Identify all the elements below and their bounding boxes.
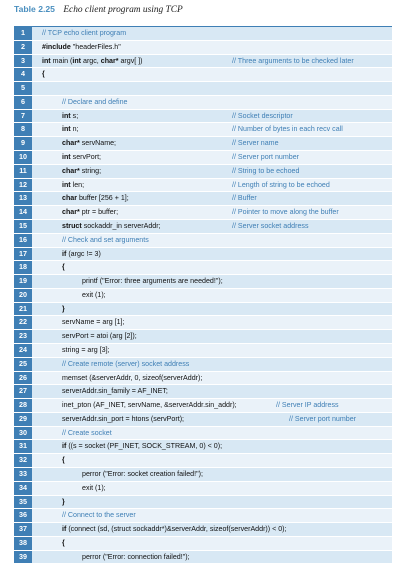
code-text bbox=[42, 248, 390, 261]
code-line bbox=[14, 68, 392, 82]
line-number: 5 bbox=[14, 82, 32, 95]
code-token: serverAddr.sin_port = htons (servPort); bbox=[62, 414, 185, 423]
line-number: 10 bbox=[14, 151, 32, 164]
code-text bbox=[42, 192, 390, 205]
line-number: 34 bbox=[14, 482, 32, 495]
line-number: 11 bbox=[14, 165, 32, 178]
code-text bbox=[42, 330, 390, 343]
line-number: 30 bbox=[14, 427, 32, 440]
code-text bbox=[42, 303, 390, 316]
code-token: perror ("Error: socket creation failed!"); bbox=[82, 470, 203, 478]
code-text bbox=[42, 344, 390, 357]
code-line bbox=[14, 220, 392, 234]
code-line bbox=[14, 482, 392, 496]
code-text bbox=[42, 234, 390, 247]
code-line bbox=[14, 96, 392, 110]
code-line bbox=[14, 261, 392, 275]
code-line bbox=[14, 316, 392, 330]
code-line bbox=[14, 344, 392, 358]
code-line bbox=[14, 110, 392, 124]
code-keyword: #include bbox=[42, 42, 71, 51]
code-token: (argc != 3) bbox=[66, 249, 101, 258]
code-keyword: int bbox=[62, 180, 71, 189]
code-line bbox=[14, 385, 392, 399]
code-line bbox=[14, 289, 392, 303]
code-token: printf ("Error: three arguments are needed!"); bbox=[82, 277, 223, 286]
code-keyword: char* bbox=[62, 139, 80, 148]
code-keyword: } bbox=[62, 497, 65, 506]
code-keyword: } bbox=[62, 304, 65, 313]
line-number: 2 bbox=[14, 41, 32, 54]
line-number: 21 bbox=[14, 303, 32, 316]
code-token: buffer [256 + 1]; bbox=[76, 194, 129, 203]
code-text bbox=[42, 372, 390, 385]
code-comment: // Length of string to be echoed bbox=[232, 180, 330, 189]
code-token: (connect (sd, (struct sockaddr*)&serverAddr, sizeof(serverAddr)) < 0); bbox=[66, 525, 287, 534]
code-keyword: if bbox=[62, 525, 67, 534]
code-token: sockaddr_in serverAddr; bbox=[81, 221, 161, 230]
code-line bbox=[14, 41, 392, 55]
code-token: ptr = buffer; bbox=[79, 208, 119, 217]
code-text bbox=[42, 41, 390, 54]
code-keyword: { bbox=[62, 263, 65, 272]
code-keyword: { bbox=[62, 538, 65, 547]
code-text bbox=[42, 385, 390, 398]
line-number: 18 bbox=[14, 261, 32, 274]
code-token: argv[ ]) bbox=[118, 56, 143, 65]
code-comment: // Server IP address bbox=[276, 401, 339, 410]
code-comment: // Pointer to move along the buffer bbox=[232, 208, 339, 217]
code-keyword: char* bbox=[62, 208, 80, 217]
code-line bbox=[14, 413, 392, 427]
line-number: 32 bbox=[14, 454, 32, 467]
code-line bbox=[14, 248, 392, 262]
code-token: servPort = atoi (arg [2]); bbox=[62, 332, 137, 341]
code-keyword: int bbox=[42, 56, 51, 65]
code-text bbox=[42, 137, 390, 150]
code-line bbox=[14, 537, 392, 551]
code-text bbox=[42, 165, 390, 178]
code-token: string = arg [3]; bbox=[62, 345, 110, 354]
code-line bbox=[14, 234, 392, 248]
code-token: exit (1); bbox=[82, 290, 106, 299]
code-text bbox=[42, 289, 390, 302]
code-text bbox=[42, 523, 390, 536]
code-keyword: int bbox=[62, 111, 71, 120]
table-title: Echo client program using TCP bbox=[63, 5, 183, 15]
line-number: 27 bbox=[14, 385, 32, 398]
code-token: exit (1); bbox=[82, 483, 106, 492]
line-number: 35 bbox=[14, 496, 32, 509]
code-line bbox=[14, 440, 392, 454]
code-text bbox=[42, 68, 390, 81]
line-number: 3 bbox=[14, 55, 32, 68]
code-token: perror ("Error: connection failed!"); bbox=[82, 552, 190, 561]
code-line bbox=[14, 509, 392, 523]
code-line bbox=[14, 275, 392, 289]
code-line bbox=[14, 179, 392, 193]
code-comment: // Socket descriptor bbox=[232, 111, 293, 120]
code-text bbox=[42, 496, 390, 509]
code-comment: // Buffer bbox=[232, 194, 257, 203]
code-comment: // Server socket address bbox=[232, 221, 309, 230]
code-token: serverAddr.sin_family = AF_INET; bbox=[62, 387, 168, 396]
code-comment: // Server name bbox=[232, 139, 279, 148]
code-text bbox=[42, 454, 390, 467]
code-comment: // String to be echoed bbox=[232, 166, 300, 175]
code-text bbox=[42, 179, 390, 192]
code-line bbox=[14, 523, 392, 537]
code-keyword: char bbox=[62, 194, 77, 203]
code-line bbox=[14, 468, 392, 482]
line-number: 39 bbox=[14, 551, 32, 564]
code-line bbox=[14, 358, 392, 372]
code-keyword: if bbox=[62, 442, 67, 451]
code-text bbox=[42, 427, 390, 440]
line-number: 23 bbox=[14, 330, 32, 343]
code-token: "headerFiles.h" bbox=[70, 42, 121, 51]
code-keyword: char* bbox=[62, 166, 80, 175]
code-text bbox=[42, 110, 390, 123]
code-line bbox=[14, 454, 392, 468]
line-number: 36 bbox=[14, 509, 32, 522]
code-text bbox=[42, 151, 390, 164]
code-text bbox=[42, 275, 390, 288]
line-number: 26 bbox=[14, 372, 32, 385]
line-number: 16 bbox=[14, 234, 32, 247]
code-text bbox=[42, 96, 390, 109]
line-number: 13 bbox=[14, 192, 32, 205]
code-line bbox=[14, 551, 392, 564]
code-comment: // Connect to the server bbox=[62, 511, 136, 520]
code-token: inet_pton (AF_INET, servName, &serverAddr.sin_addr); bbox=[62, 401, 237, 410]
table-caption bbox=[14, 4, 183, 15]
code-token: ((s = socket (PF_INET, SOCK_STREAM, 0) < 0); bbox=[66, 442, 223, 451]
code-text bbox=[42, 316, 390, 329]
code-line bbox=[14, 496, 392, 510]
code-keyword: { bbox=[62, 456, 65, 465]
code-text bbox=[42, 509, 390, 522]
code-line bbox=[14, 27, 392, 41]
code-listing bbox=[14, 26, 392, 564]
line-number: 19 bbox=[14, 275, 32, 288]
code-token: n; bbox=[70, 125, 79, 134]
code-token: len; bbox=[70, 180, 85, 189]
code-line bbox=[14, 192, 392, 206]
code-comment: // Server port number bbox=[289, 414, 357, 423]
code-line bbox=[14, 303, 392, 317]
line-number: 8 bbox=[14, 123, 32, 136]
code-token: servName = arg [1]; bbox=[62, 318, 125, 327]
line-number: 9 bbox=[14, 137, 32, 150]
code-token: main ( bbox=[50, 56, 73, 65]
line-number: 28 bbox=[14, 399, 32, 412]
code-keyword: { bbox=[42, 70, 45, 79]
code-line bbox=[14, 165, 392, 179]
code-text bbox=[42, 261, 390, 274]
code-line bbox=[14, 427, 392, 441]
code-token: s; bbox=[70, 111, 79, 120]
code-comment: // Check and set arguments bbox=[62, 235, 149, 244]
code-token: servPort; bbox=[70, 153, 102, 162]
line-number: 20 bbox=[14, 289, 32, 302]
code-line bbox=[14, 123, 392, 137]
line-number: 33 bbox=[14, 468, 32, 481]
code-line bbox=[14, 137, 392, 151]
line-number: 12 bbox=[14, 179, 32, 192]
line-number: 17 bbox=[14, 248, 32, 261]
code-comment: // Number of bytes in each recv call bbox=[232, 125, 343, 134]
code-token: memset (&serverAddr, 0, sizeof(serverAddr); bbox=[62, 373, 203, 382]
code-comment: // Three arguments to be checked later bbox=[232, 56, 354, 65]
table-number: Table 2.25 bbox=[14, 4, 55, 14]
line-number: 14 bbox=[14, 206, 32, 219]
code-line bbox=[14, 206, 392, 220]
line-number: 24 bbox=[14, 344, 32, 357]
code-token: argc, bbox=[81, 56, 101, 65]
code-keyword: char* bbox=[100, 56, 119, 65]
code-text bbox=[42, 358, 390, 371]
line-number: 25 bbox=[14, 358, 32, 371]
code-comment: // Create socket bbox=[62, 428, 112, 437]
code-line bbox=[14, 151, 392, 165]
line-number: 22 bbox=[14, 316, 32, 329]
code-text bbox=[42, 220, 390, 233]
code-line bbox=[14, 372, 392, 386]
code-comment: // Create remote (server) socket address bbox=[62, 359, 190, 368]
code-keyword: int bbox=[72, 56, 82, 65]
line-number: 29 bbox=[14, 413, 32, 426]
line-number: 6 bbox=[14, 96, 32, 109]
code-keyword: int bbox=[62, 153, 71, 162]
code-keyword: struct bbox=[62, 221, 82, 230]
line-number: 38 bbox=[14, 537, 32, 550]
line-number: 4 bbox=[14, 68, 32, 81]
code-line bbox=[14, 399, 392, 413]
code-comment: // Server port number bbox=[232, 153, 300, 162]
code-token: servName; bbox=[79, 139, 117, 148]
line-number: 37 bbox=[14, 523, 32, 536]
code-line bbox=[14, 55, 392, 69]
code-text bbox=[42, 440, 390, 453]
line-number: 15 bbox=[14, 220, 32, 233]
line-number: 31 bbox=[14, 440, 32, 453]
line-number: 7 bbox=[14, 110, 32, 123]
code-text bbox=[42, 551, 390, 564]
code-keyword: if bbox=[62, 249, 67, 258]
code-keyword: int bbox=[62, 125, 71, 134]
code-line bbox=[14, 330, 392, 344]
code-token: string; bbox=[79, 166, 102, 175]
code-line bbox=[14, 82, 392, 96]
code-text bbox=[42, 82, 390, 95]
code-text bbox=[42, 468, 390, 481]
code-text bbox=[42, 537, 390, 550]
code-comment: // Declare and define bbox=[62, 97, 128, 106]
line-number: 1 bbox=[14, 27, 32, 40]
code-text bbox=[42, 27, 390, 40]
code-comment: // TCP echo client program bbox=[42, 29, 127, 37]
code-text bbox=[42, 482, 390, 495]
